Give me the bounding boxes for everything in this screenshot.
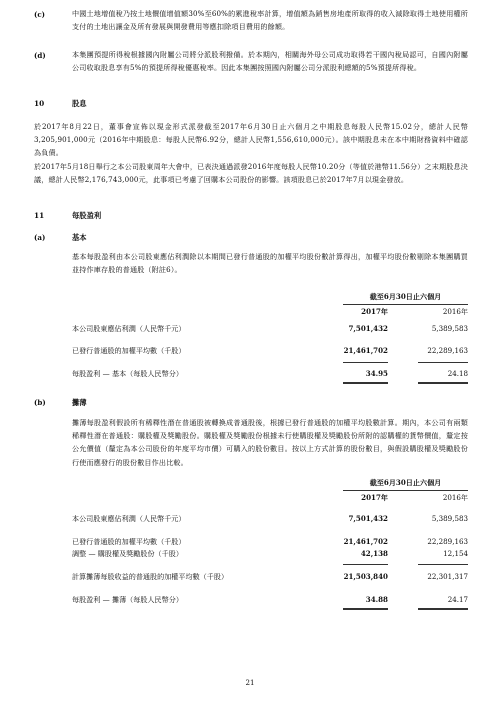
page-number: 21 — [245, 678, 255, 687]
diluted-eps-value-2016: 24.17 — [447, 595, 468, 604]
basic-year-2016: 2016年 — [442, 307, 468, 316]
item-c-text: 中國土地增值稅乃按土地價值增值額30%至60%的累進稅率計算，增值額為銷售房地產所取得的收入減除取得土地使用權所支付的土地出讓金及所有發展與開發費用等應扣除項目費用的餘額。 — [72, 9, 468, 32]
diluted-row-value-2016: 12,154 — [443, 549, 468, 558]
section-11-title: 每股盈利 — [72, 211, 102, 220]
basic-period-header: 截至6月30日止六個月 — [369, 292, 442, 301]
diluted-total-rule-2017 — [343, 608, 388, 610]
diluted-marker: (b) — [34, 398, 46, 407]
item-d-marker: (d) — [34, 51, 46, 60]
basic-row-label: 已發行普通股的加權平均數（千股） — [72, 346, 186, 355]
diluted-subtotal-rule-2017 — [343, 564, 388, 565]
diluted-row-value-2017: 21,461,702 — [343, 537, 388, 546]
diluted-row-value-2017: 7,501,432 — [348, 514, 388, 523]
basic-eps-value-2016: 24.18 — [447, 369, 468, 378]
section-10-title: 股息 — [72, 99, 87, 108]
diluted-description: 攤薄每股盈利假設所有稀釋性潛在普通股被轉換成普通股後，根據已發行普通股的加權平均股數計算。期內，本公司有兩類稀釋性潛在普通股：購股權及獎勵股份。購股權及獎勵股份根據未行使購股權及獎勵股份所附的認購權的貨幣價值，釐定按公允價值（釐定為本公司股份的年度平均市價）可購入的股份數目。按以上方式計算的股份數目，與假設購股權及獎勵股份行使而應發行的股份數目作出比較。 — [72, 418, 468, 467]
item-c-marker: (c) — [34, 10, 46, 19]
section-10-number: 10 — [34, 99, 45, 108]
diluted-total-rule-2016 — [418, 608, 468, 610]
diluted-row-label: 本公司股東應佔利潤（人民幣千元） — [72, 514, 186, 523]
section-10-paragraph-1: 於2017年8月22日，董事會宣佈以現金形式派發截至2017年6月30日止六個月之中期股息每股人民幣15.02分，總計人民幣3,205,901,000元（2016年中期股息：每股人民幣6.92分，總計人民幣1,556,610,000元）。該中期股息未在本中期財務資料中確認為負債。 — [34, 122, 468, 158]
basic-year-2017: 2017年 — [361, 307, 388, 316]
basic-row-value-2016: 5,389,583 — [431, 324, 468, 333]
diluted-row-value-2016: 22,301,317 — [427, 572, 468, 581]
diluted-row-value-2017: 21,503,840 — [343, 572, 388, 581]
basic-description: 基本每股盈利由本公司股東應佔利潤除以本期間已發行普通股的加權平均股份數計算得出，加權平均股份數剔除本集團購買並持作庫存股的普通股（附註6）。 — [72, 252, 468, 275]
section-11-number: 11 — [34, 211, 45, 220]
basic-total-rule-2016 — [418, 382, 468, 384]
diluted-eps-label: 每股盈利 — 攤薄（每股人民幣分） — [72, 595, 183, 604]
diluted-row-label: 調整 — 購股權及獎勵股份（千股） — [72, 549, 183, 558]
diluted-title: 攤薄 — [72, 398, 87, 407]
diluted-row-label: 已發行普通股的加權平均數（千股） — [72, 537, 186, 546]
basic-row-label: 本公司股東應佔利潤（人民幣千元） — [72, 324, 186, 333]
basic-marker: (a) — [34, 233, 46, 242]
basic-eps-label: 每股盈利 — 基本（每股人民幣分） — [72, 369, 183, 378]
diluted-row-value-2016: 22,289,163 — [427, 537, 468, 546]
diluted-row-value-2016: 5,389,583 — [431, 514, 468, 523]
diluted-eps-value-2017: 34.88 — [365, 595, 388, 604]
basic-row-value-2017: 7,501,432 — [348, 324, 388, 333]
diluted-period-header: 截至6月30日止六個月 — [369, 478, 442, 487]
basic-row-value-2017: 21,461,702 — [343, 346, 388, 355]
basic-total-rule-2017 — [343, 382, 388, 384]
diluted-header-rule — [343, 490, 468, 491]
section-10-paragraph-2: 於2017年5月18日舉行之本公司股東周年大會中，已表決通過派發2016年度每股人民幣10.20分（等值於港幣11.56分）之末期股息決議，總計人民幣2,176,743,000元，此事項已考慮了回購本公司股份的影響。該項股息已於2017年7月以現金發放。 — [34, 162, 468, 185]
basic-subtotal-rule-2016 — [418, 362, 468, 363]
item-d-text: 本集團預提所得稅根據國內附屬公司將分派股利撥備。於本期內，相關海外母公司成功取得若干國內稅局認可，自國內附屬公司收取股息享有5%的預提所得稅優惠稅率。因此本集團按照國內附屬公司分派股利總額的5%預提所得稅。 — [72, 50, 468, 73]
basic-row-value-2016: 22,289,163 — [427, 346, 468, 355]
diluted-row-label: 計算攤薄每股收益的普通股的加權平均數（千股） — [72, 572, 229, 581]
basic-header-rule — [343, 304, 468, 305]
diluted-subtotal-rule-2016 — [418, 564, 468, 565]
diluted-row-value-2017: 42,138 — [360, 549, 388, 558]
diluted-year-2016: 2016年 — [442, 493, 468, 502]
basic-eps-value-2017: 34.95 — [365, 369, 388, 378]
diluted-year-2017: 2017年 — [361, 493, 388, 502]
basic-subtotal-rule-2017 — [343, 362, 388, 363]
basic-title: 基本 — [72, 233, 87, 242]
